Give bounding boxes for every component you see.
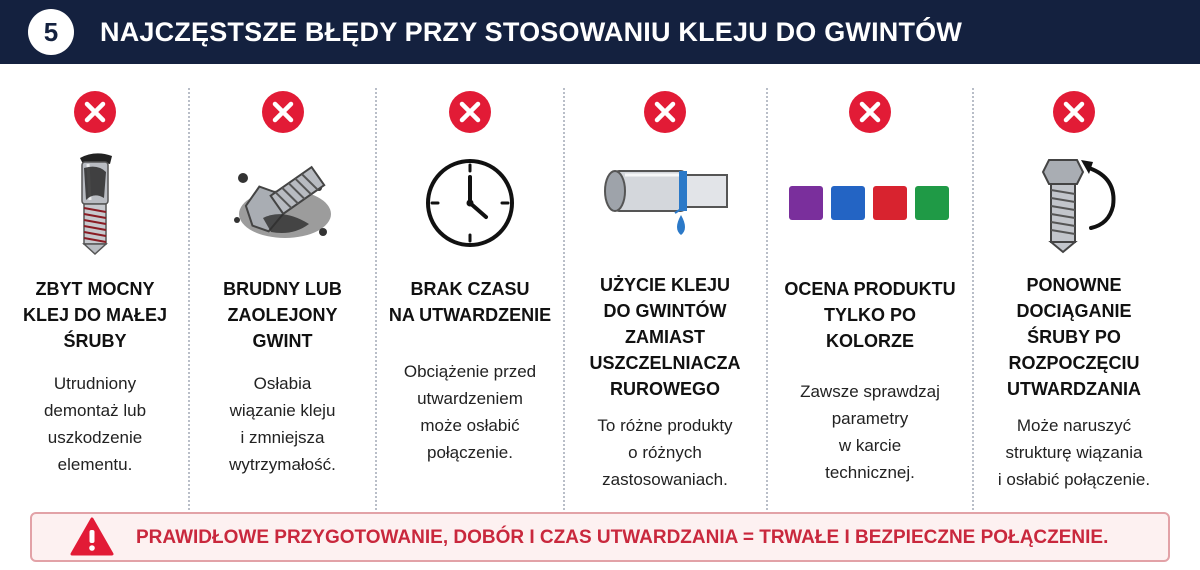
mistake-card — [565, 64, 765, 494]
step-number-badge — [28, 9, 74, 55]
mistake-desc-line: wiązanie kleju — [229, 401, 336, 420]
error-x-icon — [73, 90, 117, 134]
warning-triangle-icon — [70, 517, 114, 557]
leaking-pipe-icon — [595, 153, 735, 253]
mistake-desc-line: wytrzymałość. — [229, 455, 336, 474]
summary-banner — [30, 512, 1170, 562]
mistake-desc-line: demontaż lub — [43, 401, 147, 420]
error-x-icon — [448, 90, 492, 134]
mistake-title-line: KLEJ DO MAŁEJ — [22, 305, 168, 325]
mistake-desc-line: i zmniejsza — [240, 428, 325, 447]
color-swatches-icon — [785, 178, 955, 228]
mistake-card — [974, 64, 1174, 494]
mistake-card — [377, 64, 563, 494]
mistake-title-line: TYLKO PO — [823, 305, 916, 325]
mistake-title-line: KOLORZE — [826, 331, 914, 351]
mistake-desc-line: parametry — [831, 409, 909, 428]
page-title: NAJCZĘSTSZE BŁĘDY PRZY STOSOWANIU KLEJU DO GWINTÓW — [100, 17, 963, 47]
mistake-title-line: USZCZELNIACZA — [589, 353, 741, 373]
mistake-desc-line: technicznej. — [825, 463, 915, 482]
summary-banner-text: PRAWIDŁOWE PRZYGOTOWANIE, DOBÓR I CZAS UTWARDZANIA = TRWAŁE I BEZPIECZNE POŁĄCZENIE. — [136, 527, 1109, 548]
mistake-title-line: ŚRUBY — [63, 331, 127, 351]
mistake-desc-line: strukturę wiązania — [1005, 443, 1143, 462]
mistake-title-line: ROZPOCZĘCIU — [1008, 353, 1140, 373]
mistake-desc-line: połączenie. — [426, 443, 513, 462]
mistake-desc-line: To różne produkty — [597, 416, 733, 435]
mistake-desc-line: Może naruszyć — [1016, 416, 1132, 435]
mistake-card — [190, 64, 375, 494]
clock-icon — [420, 153, 520, 253]
header-bar — [0, 0, 1200, 64]
mistake-desc-line: Osłabia — [253, 374, 312, 393]
mistake-title-line: ZBYT MOCNY — [35, 279, 155, 299]
mistake-title-line: BRUDNY LUB — [223, 279, 342, 299]
step-number: 5 — [43, 16, 59, 47]
mistake-desc-line: może osłabić — [420, 416, 520, 435]
mistake-desc-line: Obciążenie przed — [403, 362, 537, 381]
mistake-desc-line: i osłabić połączenie. — [997, 470, 1151, 489]
mistake-title-line: RUROWEGO — [610, 379, 720, 399]
mistake-title-line: NA UTWARDZENIE — [388, 305, 552, 325]
mistake-title-line: DOCIĄGANIE — [1016, 301, 1132, 321]
mistake-desc-line: zastosowaniach. — [602, 470, 728, 489]
bolt-retighten-arrow-icon — [1019, 148, 1129, 258]
mistakes-grid — [0, 64, 1200, 494]
mistake-desc-line: elementu. — [57, 455, 133, 474]
mistake-title-line: BRAK CZASU — [410, 279, 530, 299]
error-x-icon — [848, 90, 892, 134]
mistake-card — [768, 64, 972, 494]
mistake-title-line: UTWARDZANIA — [1007, 379, 1141, 399]
mistake-title-line: ZAMIAST — [625, 327, 705, 347]
mistake-title-line: GWINT — [252, 331, 313, 351]
error-x-icon — [261, 90, 305, 134]
mistake-title-line: UŻYCIE KLEJU — [599, 275, 731, 295]
mistake-title-line: DO GWINTÓW — [603, 301, 727, 321]
error-x-icon — [643, 90, 687, 134]
mistake-card — [0, 64, 190, 494]
mistake-desc-line: Utrudniony — [53, 374, 137, 393]
mistake-title-line: OCENA PRODUKTU — [784, 279, 956, 299]
mistake-title-line: ZAOLEJONY — [227, 305, 338, 325]
error-x-icon — [1052, 90, 1096, 134]
mistake-desc-line: uszkodzenie — [47, 428, 143, 447]
small-screw-strong-glue-icon — [60, 148, 130, 258]
mistake-title-line: PONOWNE — [1026, 275, 1122, 295]
mistake-desc-line: utwardzeniem — [417, 389, 523, 408]
mistake-desc-line: w karcie — [838, 436, 902, 455]
dirty-oily-bolt-icon — [223, 148, 343, 258]
mistake-title-line: ŚRUBY PO — [1027, 327, 1121, 347]
mistake-desc-line: Zawsze sprawdzaj — [800, 382, 940, 401]
mistake-desc-line: o różnych — [628, 443, 702, 462]
